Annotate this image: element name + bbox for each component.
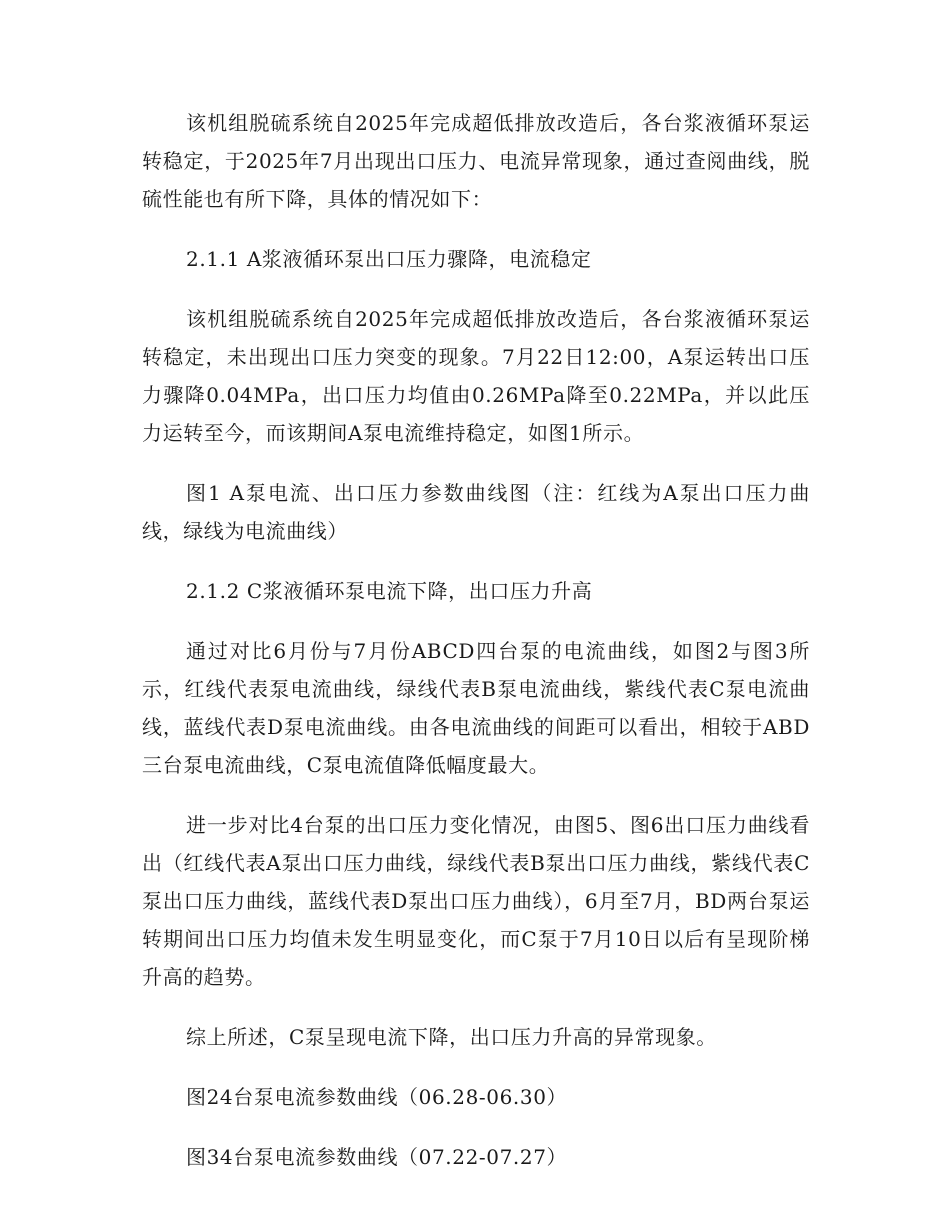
pressure-comparison-paragraph: 进一步对比4台泵的出口压力变化情况，由图5、图6出口压力曲线看出（红线代表A泵出口压力曲线，绿线代表B泵出口压力曲线，紫线代表C泵出口压力曲线，蓝线代表D泵出口压力曲线），6月至7月，BD两台泵运转期间出口压力均值未发生明显变化，而C泵于7月10日以后有呈现阶梯升高的趋势。 <box>142 813 810 989</box>
intro-paragraph: 该机组脱硫系统自2025年完成超低排放改造后，各台浆液循环泵运转稳定，于2025年7月出现出口压力、电流异常现象，通过查阅曲线，脱硫性能也有所下降，具体的情况如下： <box>142 111 810 211</box>
figure-3-caption: 图34台泵电流参数曲线（07.22-07.27） <box>186 1145 568 1169</box>
section-heading-2-1-2: 2.1.2 C浆液循环泵电流下降，出口压力升高 <box>186 579 593 603</box>
figure-1-caption: 图1 A泵电流、出口压力参数曲线图（注：红线为A泵出口压力曲线，绿线为电流曲线） <box>142 481 810 543</box>
document-body <box>142 104 810 1198</box>
figure-2-caption: 图24台泵电流参数曲线（06.28-06.30） <box>186 1085 568 1109</box>
section-heading-2-1-1: 2.1.1 A浆液循环泵出口压力骤降，电流稳定 <box>186 247 592 271</box>
section-2-1-1-paragraph: 该机组脱硫系统自2025年完成超低排放改造后，各台浆液循环泵运转稳定，未出现出口压力突变的现象。7月22日12:00，A泵运转出口压力骤降0.04MPa，出口压力均值由0.26MPa降至0.22MPa，并以此压力运转至今，而该期间A泵电流维持稳定，如图1所示。 <box>142 307 810 445</box>
current-comparison-paragraph: 通过对比6月份与7月份ABCD四台泵的电流曲线，如图2与图3所示，红线代表泵电流曲线，绿线代表B泵电流曲线，紫线代表C泵电流曲线，蓝线代表D泵电流曲线。由各电流曲线的间距可以看出，相较于ABD三台泵电流曲线，C泵电流值降低幅度最大。 <box>142 639 810 777</box>
summary-paragraph: 综上所述，C泵呈现电流下降，出口压力升高的异常现象。 <box>186 1025 717 1049</box>
